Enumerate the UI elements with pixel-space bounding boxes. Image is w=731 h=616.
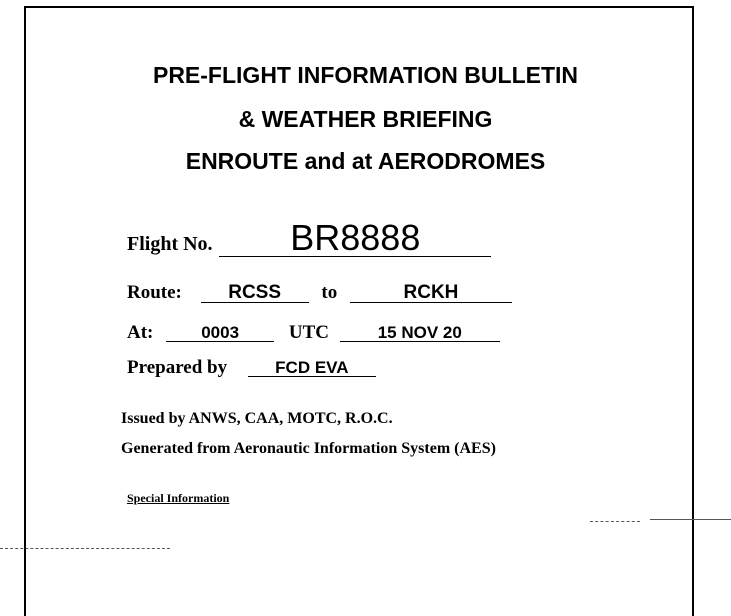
bulletin-title-line3: ENROUTE and at AERODROMES	[185, 148, 546, 174]
route-label: Route:	[127, 282, 182, 303]
flight-number-value: BR8888	[219, 220, 491, 257]
at-label: At:	[127, 322, 154, 343]
time-row	[127, 322, 500, 344]
generated-from-text: Generated from Aeronautic Information System (AES)	[121, 440, 496, 457]
utc-label: UTC	[288, 322, 330, 343]
special-information-heading: Special Information	[127, 491, 230, 505]
prepared-by-value: FCD EVA	[248, 359, 376, 377]
prepared-by-label: Prepared by	[127, 357, 228, 378]
scan-line-right-1	[590, 521, 640, 522]
bulletin-title-line1: PRE-FLIGHT INFORMATION BULLETIN	[152, 62, 579, 88]
document-frame	[24, 6, 694, 616]
flight-number-label: Flight No.	[127, 233, 213, 255]
issued-by-text: Issued by ANWS, CAA, MOTC, R.O.C.	[121, 410, 393, 427]
flight-number-row	[127, 217, 491, 258]
scan-line-left	[0, 548, 170, 549]
bulletin-title-line2: & WEATHER BRIEFING	[238, 106, 493, 132]
time-value: 0003	[166, 324, 274, 342]
route-row	[127, 282, 512, 304]
route-destination-value: RCKH	[350, 283, 512, 303]
scan-line-right-2	[650, 519, 731, 520]
date-value: 15 NOV 20	[340, 324, 500, 342]
route-to-label: to	[321, 282, 338, 303]
route-origin-value: RCSS	[201, 283, 309, 303]
prepared-by-row	[127, 357, 376, 379]
